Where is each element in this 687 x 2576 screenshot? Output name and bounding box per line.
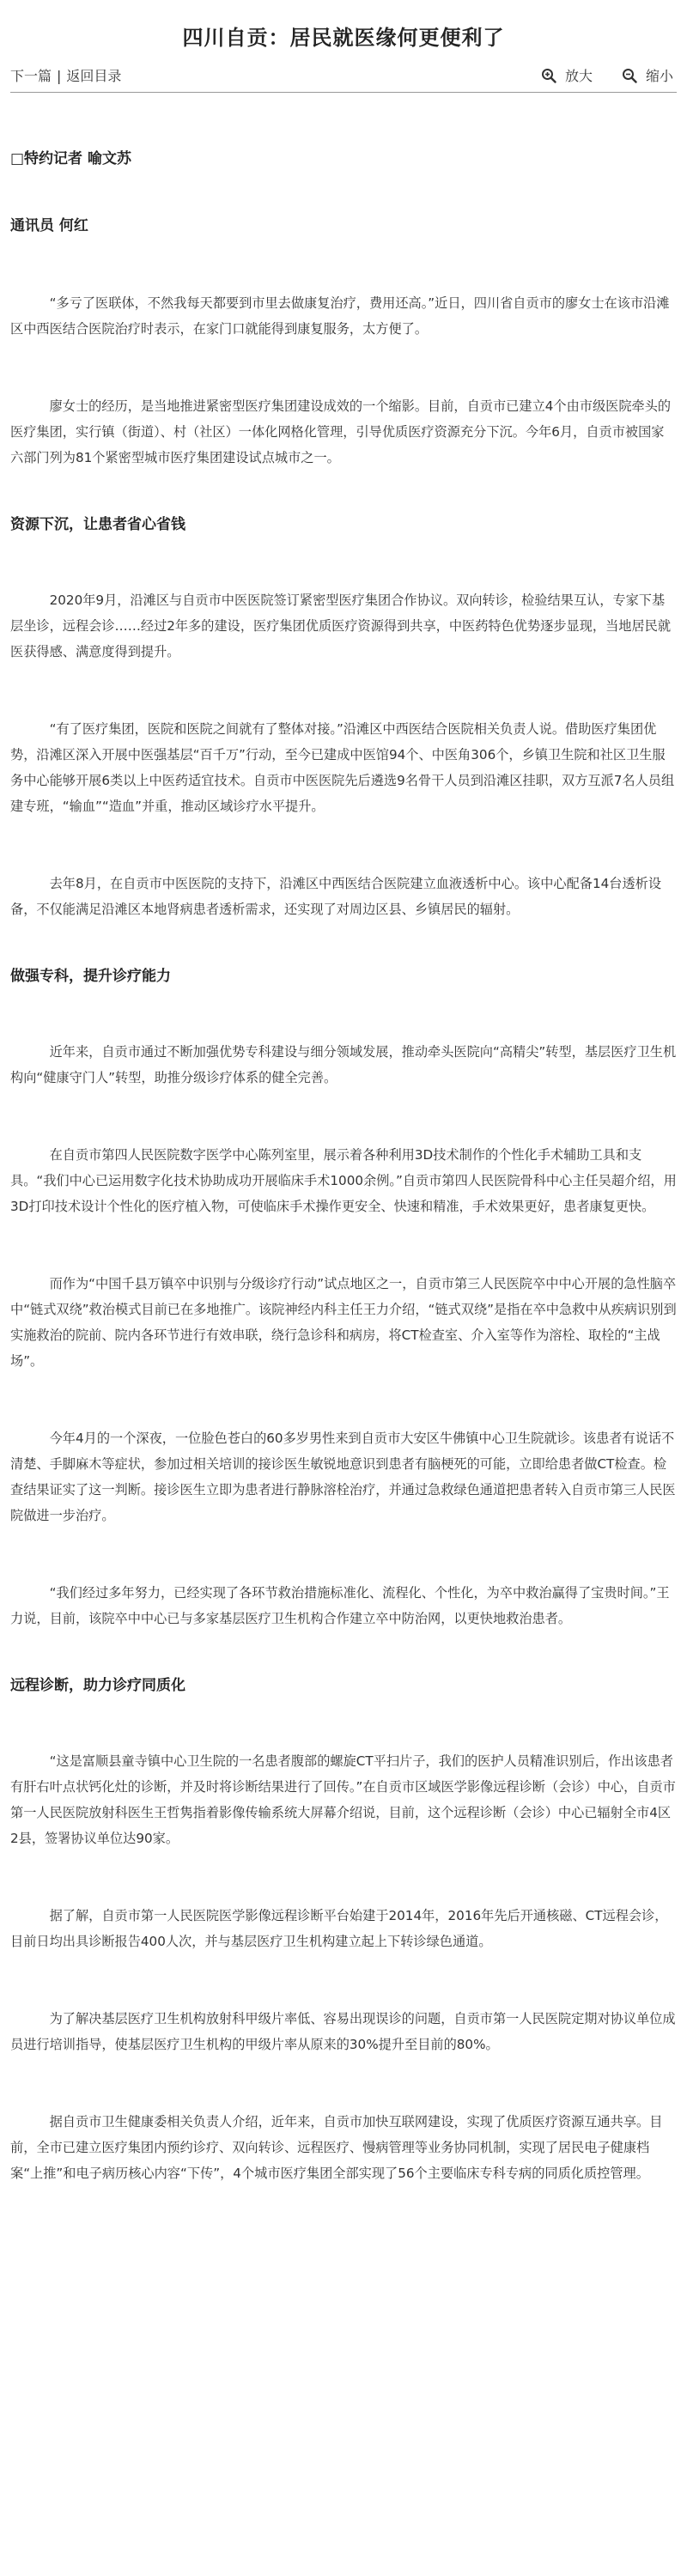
zoom-controls bbox=[541, 65, 677, 85]
article-title: 四川自贡：居民就医缘何更便利了 bbox=[182, 26, 505, 50]
section-intro bbox=[10, 290, 677, 471]
paragraph: 去年8月，在自贡市中医医院的支持下，沿滩区中西医结合医院建立血液透析中心。该中心配备14台透析设备，不仅能满足沿滩区本地肾病患者透析需求，还实现了对周边区县、乡镇居民的辐射。 bbox=[10, 876, 662, 917]
section-heading: 远程诊断，助力诊疗同质化 bbox=[10, 1677, 185, 1694]
paragraph: 据自贡市卫生健康委相关负责人介绍，近年来，自贡市加快互联网建设，实现了优质医疗资源互通共享。目前，全市已建立医疗集团内预约诊疗、双向转诊、远程医疗、慢病管理等业务协同机制，实现了居民电子健康档案“上推”和电子病历核心内容“下传”，4个城市医疗集团全部实现了56个主要临床专科专病的同质化质控管理。 bbox=[10, 2114, 663, 2181]
zoom-in-label: 放大 bbox=[564, 68, 593, 84]
byline-reporter: □特约记者 喻文苏 bbox=[10, 150, 131, 167]
paragraph: “有了医疗集团，医院和医院之间就有了整体对接。”沿滩区中西医结合医院相关负责人说。借助医疗集团优势，沿滩区深入开展中医强基层“百千万”行动，至今已建成中医馆94个、中医角306个，乡镇卫生院和社区卫生服务中心能够开展6类以上中医药适宜技术。自贡市中医医院先后遴选9名骨干人员到沿滩区挂职，双方互派7名人员组建专班，“输血”“造血”并重，推动区域诊疗水平提升。 bbox=[10, 721, 675, 814]
paragraph: 廖女士的经历，是当地推进紧密型医疗集团建设成效的一个缩影。目前，自贡市已建立4个由市级医院牵头的医疗集团，实行镇（街道）、村（社区）一体化网格化管理，引导优质医疗资源充分下沉。今年6月，自贡市被国家六部门列为81个紧密型城市医疗集团建设试点城市之一。 bbox=[10, 398, 672, 465]
paragraph: “这是富顺县童寺镇中心卫生院的一名患者腹部的螺旋CT平扫片子，我们的医护人员精准识别后，作出该患者有肝右叶点状钙化灶的诊断，并及时将诊断结果进行了回传。”在自贡市区域医学影像远程诊断（会诊）中心，自贡市第一人民医院放射科医生王哲隽指着影像传输系统大屏幕介绍说，目前，这个远程诊断（会诊）中心已辐射全市4区2县，签署协议单位达90家。 bbox=[10, 1753, 676, 1846]
paragraph: 今年4月的一个深夜，一位脸色苍白的60多岁男性来到自贡市大安区牛佛镇中心卫生院就诊。该患者有说话不清楚、手脚麻木等症状，参加过相关培训的接诊医生敏锐地意识到患者有脑梗死的可能，立即给患者做CT检查。检查结果证实了这一判断。接诊医生立即为患者进行静脉溶栓治疗，并通过急救绿色通道把患者转入自贡市第三人民医院做进一步治疗。 bbox=[10, 1431, 676, 1523]
article-toolbar bbox=[10, 58, 677, 93]
toolbar-nav bbox=[10, 65, 121, 85]
zoom-in-button[interactable] bbox=[541, 65, 593, 85]
paragraph: 而作为“中国千县万镇卒中识别与分级诊疗行动”试点地区之一，自贡市第三人民医院卒中中心开展的急性脑卒中“链式双绕”救治模式目前已在多地推广。该院神经内科主任王力介绍，“链式双绕”是指在卒中急救中从疾病识别到实施救治的院前、院内各环节进行有效串联，绕行急诊科和病房，将CT检查室、介入室等作为溶栓、取栓的“主战场”。 bbox=[10, 1276, 677, 1369]
paragraph: 在自贡市第四人民医院数字医学中心陈列室里，展示着各种利用3D技术制作的个性化手术辅助工具和支具。“我们中心已运用数字化技术协助成功开展临床手术1000余例。”自贡市第四人民医院骨科中心主任吴超介绍，用3D打印技术设计个性化的医疗植入物，可使临床手术操作更安全、快速和精准，手术效果更好，患者康复更快。 bbox=[10, 1147, 677, 1214]
paragraph: 为了解决基层医疗卫生机构放射科甲级片率低、容易出现误诊的问题，自贡市第一人民医院定期对协议单位成员进行培训指导，使基层医疗卫生机构的甲级片率从原来的30%提升至目前的80%。 bbox=[10, 2011, 676, 2052]
paragraph: 近年来，自贡市通过不断加强优势专科建设与细分领域发展，推动牵头医院向“高精尖”转型，基层医疗卫生机构向“健康守门人”转型，助推分级诊疗体系的健全完善。 bbox=[10, 1044, 677, 1085]
section-heading: 做强专科，提升诊疗能力 bbox=[10, 968, 171, 985]
next-article-link[interactable]: 下一篇 bbox=[10, 68, 52, 84]
zoom-out-button[interactable] bbox=[622, 65, 673, 85]
zoom-in-icon bbox=[541, 68, 556, 83]
paragraph: “多亏了医联体，不然我每天都要到市里去做康复治疗，费用还高。”近日，四川省自贡市的廖女士在该市沿滩区中西医结合医院治疗时表示，在家门口就能得到康复服务，太方便了。 bbox=[10, 295, 670, 337]
section-remote bbox=[10, 1673, 677, 2186]
paragraph: 2020年9月，沿滩区与自贡市中医医院签订紧密型医疗集团合作协议。双向转诊，检验结果互认，专家下基层坐诊，远程会诊……经过2年多的建设，医疗集团优质医疗资源得到共享，中医药特色优势逐步显现，当地居民就医获得感、满意度得到提升。 bbox=[10, 592, 672, 659]
section-specialty bbox=[10, 963, 677, 1631]
byline-correspondent: 通讯员 何红 bbox=[10, 217, 88, 234]
paragraph: “我们经过多年努力，已经实现了各环节救治措施标准化、流程化、个性化，为卒中救治赢得了宝贵时间。”王力说，目前，该院卒中中心已与多家基层医疗卫生机构合作建立卒中防治网，以更快地救治患者。 bbox=[10, 1585, 670, 1626]
article-body bbox=[10, 93, 677, 2186]
section-heading: 资源下沉，让患者省心省钱 bbox=[10, 516, 185, 533]
nav-separator: | bbox=[57, 68, 62, 84]
section-resources bbox=[10, 512, 677, 922]
paragraph: 据了解，自贡市第一人民医院医学影像远程诊断平台始建于2014年，2016年先后开通核磁、CT远程会诊，目前日均出具诊断报告400人次，并与基层医疗卫生机构建立起上下转诊绿色通道。 bbox=[10, 1908, 668, 1949]
zoom-out-icon bbox=[622, 68, 637, 83]
back-to-contents-link[interactable]: 返回目录 bbox=[66, 68, 122, 84]
zoom-out-label: 缩小 bbox=[645, 68, 673, 84]
